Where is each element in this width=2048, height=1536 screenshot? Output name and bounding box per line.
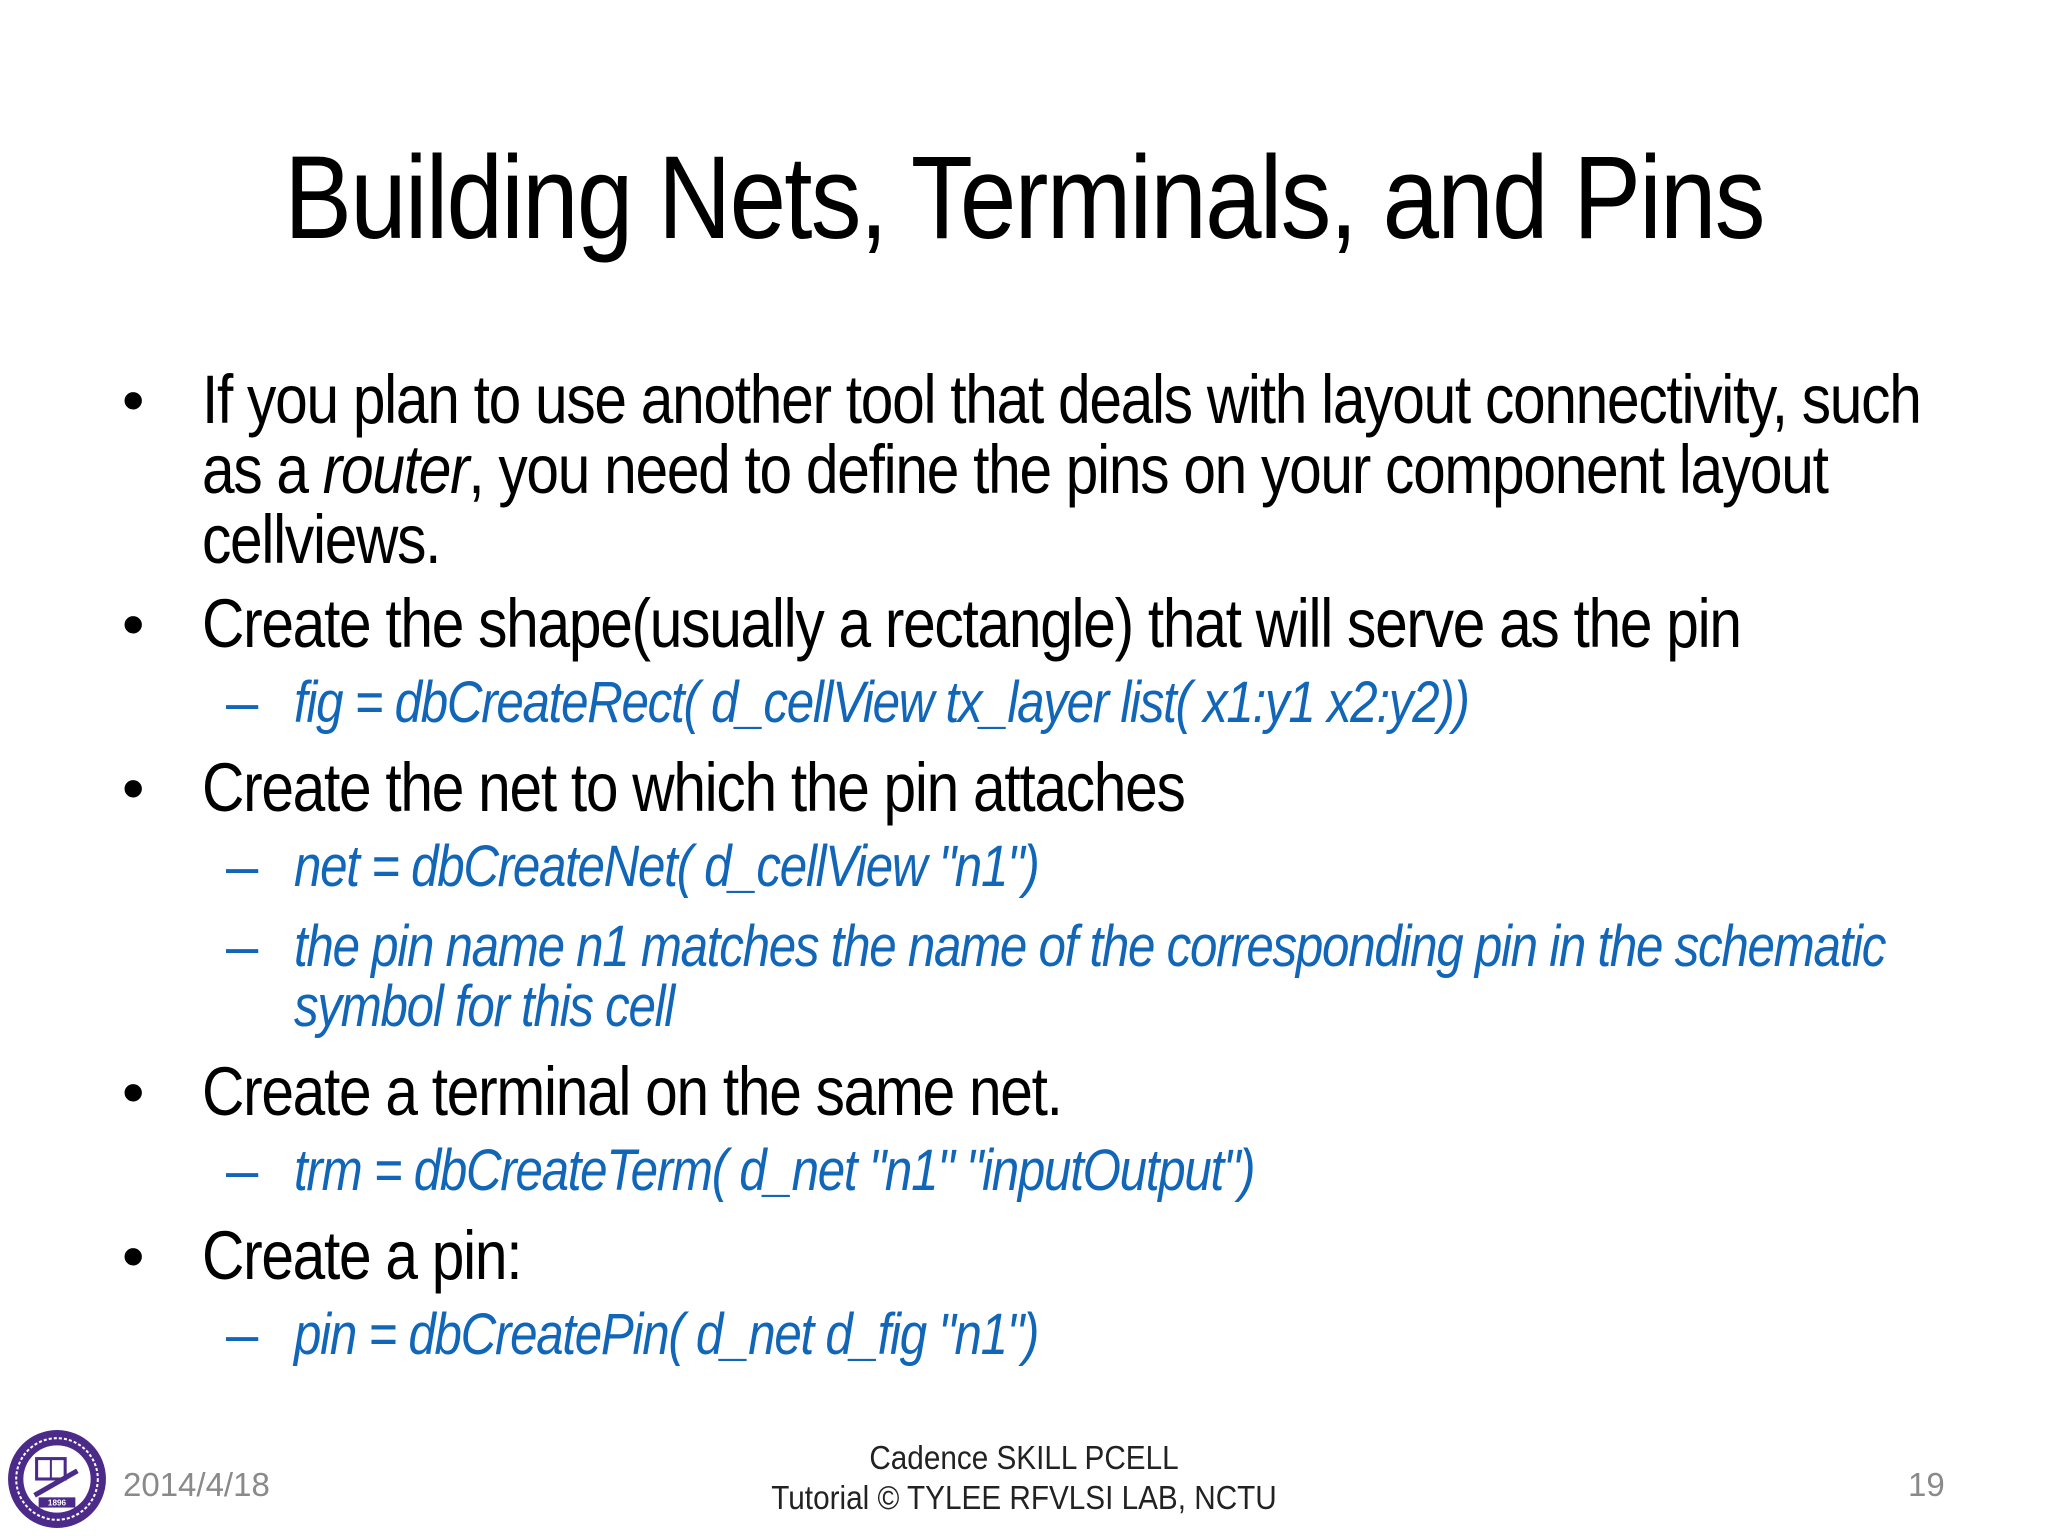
bullet-marker: • (122, 1220, 145, 1292)
bullet-text: Create the net to which the pin attaches (202, 749, 1185, 826)
bullet-text: If you plan to use another tool that deals with layout connectivity, such as a router, you need to define the pins on your component layout cellviews. (202, 361, 1921, 578)
footer-credit (102, 1438, 1945, 1518)
sub-marker: – (226, 914, 259, 979)
bullet-marker: • (122, 1056, 145, 1128)
code-text: trm = dbCreateTerm( d_net "n1" "inputOutput") (294, 1138, 1255, 1203)
sub-item (118, 834, 1958, 899)
bullet-item (118, 1217, 1958, 1294)
bullet-item (118, 361, 1958, 578)
bullet-text: Create the shape(usually a rectangle) that will serve as the pin (202, 585, 1741, 662)
sub-marker: – (226, 834, 259, 899)
bullet-item (118, 1053, 1958, 1130)
emphasis-text: router (322, 431, 469, 508)
slide-title: Building Nets, Terminals, and Pins (284, 132, 1764, 264)
sub-item (118, 1138, 1958, 1203)
bullet-text: Create a terminal on the same net. (202, 1053, 1062, 1130)
bullet-text: Create a pin: (202, 1217, 522, 1294)
svg-text:1896: 1896 (47, 1498, 67, 1508)
footer-date: 2014/4/18 (123, 1466, 270, 1503)
university-logo (6, 1428, 108, 1530)
code-text: net = dbCreateNet( d_cellView "n1") (294, 834, 1039, 899)
bullet-marker: • (122, 364, 145, 436)
code-text: pin = dbCreatePin( d_net d_fig "n1") (294, 1302, 1039, 1367)
bullet-item (118, 749, 1958, 826)
footer-credit-line: Tutorial © TYLEE RFVLSI LAB, NCTU (771, 1479, 1277, 1516)
code-text: fig = dbCreateRect( d_cellView tx_layer list( x1:y1 x2:y2)) (294, 670, 1469, 735)
sub-item (118, 914, 1958, 1039)
bullet-marker: • (122, 588, 145, 660)
sub-marker: – (226, 670, 259, 735)
bullet-marker: • (122, 752, 145, 824)
sub-marker: – (226, 1138, 259, 1203)
sub-item (118, 670, 1958, 735)
footer-credit-line: Cadence SKILL PCELL (869, 1439, 1179, 1476)
bullet-item (118, 585, 1958, 662)
sub-marker: – (226, 1302, 259, 1367)
page-number: 19 (1908, 1466, 1945, 1503)
sub-item (118, 1302, 1958, 1367)
bullet-list (118, 361, 1958, 1385)
note-text: the pin name n1 matches the name of the corresponding pin in the schematic symbol for this cell (294, 914, 1886, 1039)
